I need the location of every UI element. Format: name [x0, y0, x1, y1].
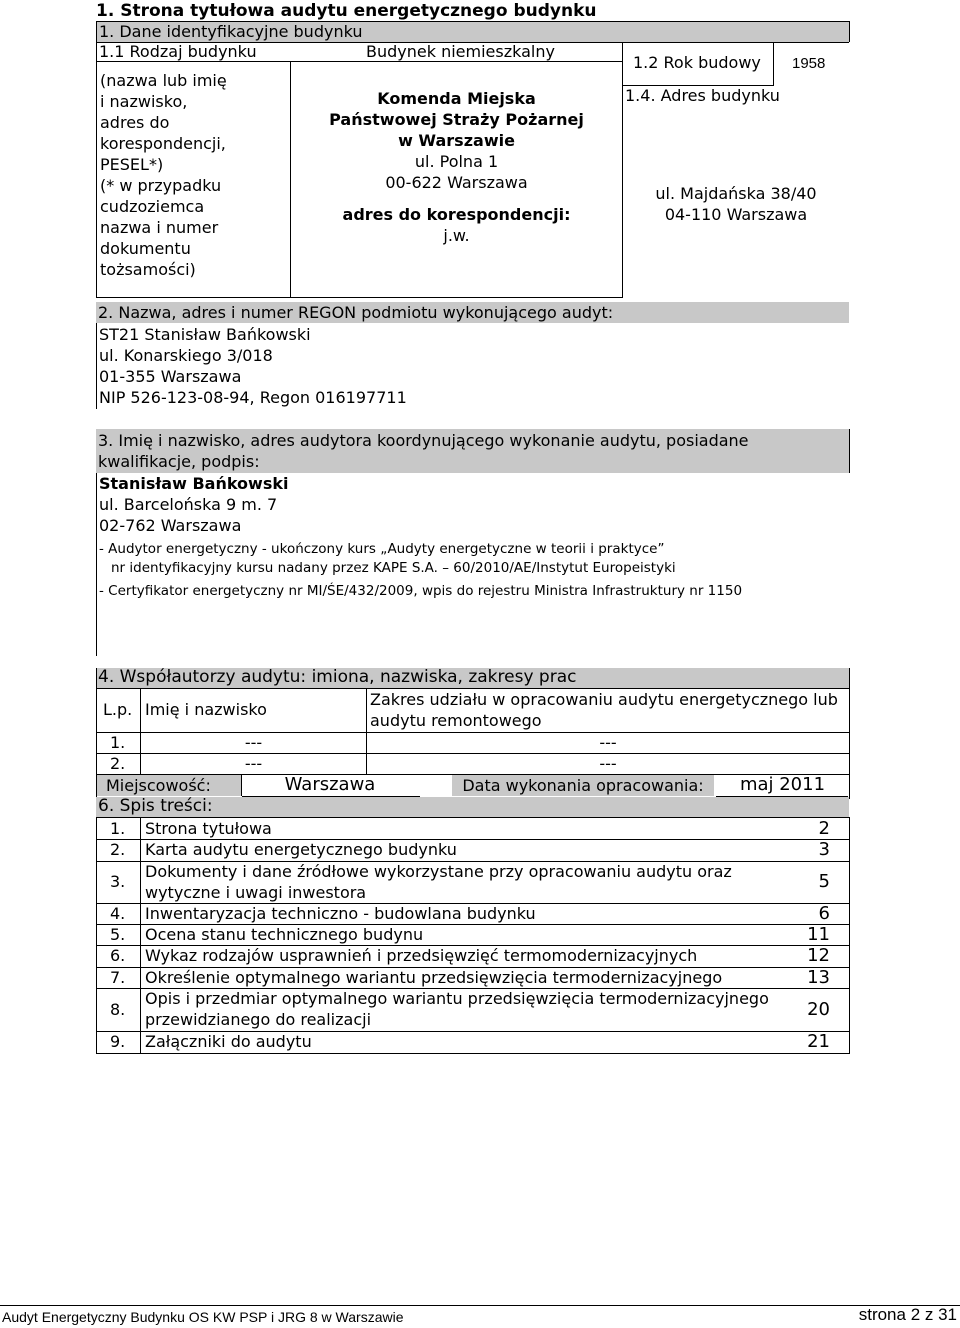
toc-item-number: 2. [110, 840, 126, 859]
toc-title: 6. Spis treści: [98, 796, 213, 816]
section4-title: 4. Współautorzy audytu: imiona, nazwiska, zakresy prac [98, 667, 577, 687]
toc-item-title: Wykaz rodzajów usprawnień i przedsięwzięć termomodernizacyjnych [145, 946, 698, 965]
date-value: maj 2011 [739, 774, 826, 795]
toc-item-title: Ocena stanu technicznego budynu [145, 925, 424, 944]
toc-item-title: Opis i przedmiar optymalnego wariantu przedsięwzięcia termodernizacyjnego przewidzianego do realizacji [145, 989, 769, 1029]
toc-item-number: 9. [110, 1032, 126, 1051]
toc-item-page: 2 [818, 817, 830, 839]
coauthor-row-name: --- [244, 733, 263, 752]
toc-item-page: 11 [807, 923, 830, 945]
footer-document-name: Audyt Energetyczny Budynku OS KW PSP i JRG 8 w Warszawie [2, 1309, 404, 1325]
toc-item-page: 3 [818, 839, 830, 860]
toc-item-number: 1. [110, 818, 126, 838]
address-label: 1.4. Adres budynku [625, 86, 780, 105]
section1-title: 1. Dane identyfikacyjne budynku [99, 22, 363, 41]
section3-title: 3. Imię i nazwisko, adres audytora koordynującego wykonanie audytu, posiadane kwalifikacje, podpis: [98, 431, 749, 471]
toc-item-page: 6 [818, 902, 830, 924]
toc-item-number: 8. [110, 999, 126, 1019]
year-value: 1958 [792, 55, 826, 72]
auditor-firm: ST21 Stanisław Bańkowski ul. Konarskiego 3/018 01-355 Warszawa NIP 526-123-08-94, Regon 016197711 [99, 325, 407, 407]
toc-item-title: Dokumenty i dane źródłowe wykorzystane przy opracowaniu audytu oraz wytyczne i uwagi inwestora [145, 862, 732, 902]
toc-item-page: 12 [807, 945, 830, 966]
toc-item-page: 13 [807, 966, 830, 988]
toc-item-number: 4. [110, 903, 126, 923]
toc-item-title: Załączniki do audytu [145, 1032, 312, 1051]
toc-item-number: 6. [110, 946, 126, 965]
coauthor-row-lp: 1. [110, 733, 126, 752]
toc-item-number: 7. [110, 967, 126, 987]
col-name-header: Imię i nazwisko [145, 700, 267, 719]
building-address: ul. Majdańska 38/40 04-110 Warszawa [655, 184, 817, 224]
toc-item-number: 5. [110, 924, 126, 944]
coauthor-row-scope: --- [599, 754, 617, 773]
date-label: Data wykonania opracowania: [462, 776, 704, 795]
toc-item-title: Karta audytu energetycznego budynku [145, 840, 457, 859]
toc-item-page: 5 [818, 871, 830, 892]
col-scope-header: Zakres udziału w opracowaniu audytu energetycznego lub audytu remontowego [370, 690, 838, 730]
coauthor-row-scope: --- [599, 733, 617, 752]
year-label: 1.2 Rok budowy [633, 53, 761, 72]
building-type-value: Budynek niemieszkalny [366, 42, 555, 61]
toc-item-title: Strona tytułowa [145, 819, 272, 838]
page-title: 1. Strona tytułowa audytu energetycznego budynku [96, 1, 597, 21]
place-value: Warszawa [284, 774, 376, 795]
coauthor-row-name: --- [244, 754, 263, 773]
investor-value: Komenda Miejska Państwowej Straży Pożarnej w Warszawie ul. Polna 1 00-622 Warszawa adres do korespondencji: j.w. [329, 89, 584, 245]
building-type-label: 1.1 Rodzaj budynku [99, 42, 257, 61]
col-lp-header: L.p. [103, 700, 133, 719]
toc-item-page: 20 [807, 998, 830, 1020]
investor-label: (nazwa lub imię i nazwisko, adres do korespondencji, PESEL*) (* w przypadku cudzoziemca nazwa i numer dokumentu tożsamości) [100, 71, 227, 279]
toc-item-page: 21 [807, 1031, 830, 1052]
toc-item-title: Określenie optymalnego wariantu przedsięwzięcia termodernizacyjnego [145, 968, 723, 987]
coordinator-qualifications: - Audytor energetyczny - ukończony kurs „Audyty energetyczne w teorii i praktyce” nr identyfikacyjny kursu nadany przez KAPE S.A. – 60/2010/AE/Instytut Europeistyki - Certyfikator energetyczny nr MI/ŚE/432/2009, wpis do rejestru Ministra Infrastruktury nr 1150 [99, 541, 743, 599]
coordinator-info: Stanisław Bańkowski ul. Barcelońska 9 m. 7 02-762 Warszawa [99, 474, 289, 535]
coauthor-row-lp: 2. [110, 754, 126, 773]
section2-title: 2. Nazwa, adres i numer REGON podmiotu wykonującego audyt: [98, 303, 614, 322]
toc-item-number: 3. [110, 872, 126, 891]
footer-page-number: strona 2 z 31 [858, 1305, 957, 1324]
place-label: Miejscowość: [106, 776, 211, 795]
toc-item-title: Inwentaryzacja techniczno - budowlana budynku [145, 904, 536, 923]
